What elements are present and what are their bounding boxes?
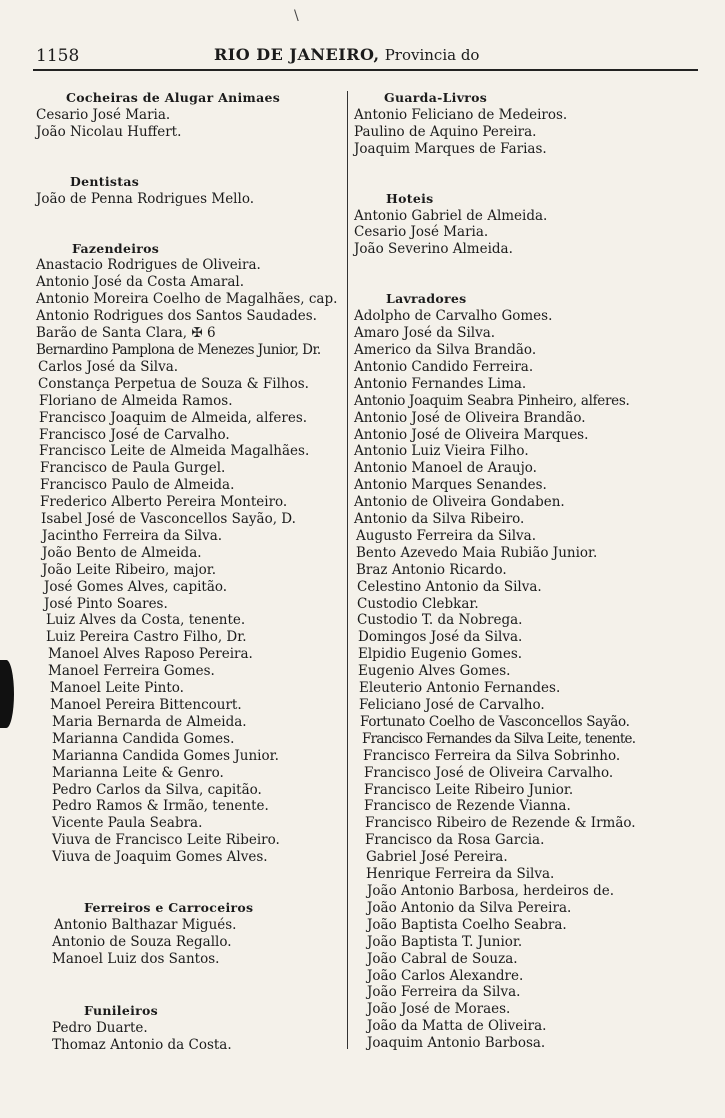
list-item: Maria Bernarda de Almeida. — [52, 713, 247, 730]
list-item: Antonio Manoel de Araujo. — [354, 460, 537, 477]
list-item: Viuva de Francisco Leite Ribeiro. — [52, 832, 280, 849]
list-item: Antonio Marques Senandes. — [354, 477, 547, 494]
list-item: Marianna Candida Gomes. — [52, 730, 235, 747]
list-item: Antonio Feliciano de Medeiros. — [354, 106, 568, 123]
list-item: Antonio José da Costa Amaral. — [36, 274, 245, 291]
list-item: Francisco Fernandes da Silva Leite, tenente. — [362, 730, 636, 747]
list-item: Viuva de Joaquim Gomes Alves. — [52, 849, 268, 866]
list-item: Joaquim Antonio Barbosa. — [367, 1035, 546, 1052]
list-item: Eugenio Alves Gomes. — [358, 663, 511, 680]
list-item: Luiz Pereira Castro Filho, Dr. — [46, 629, 247, 646]
list-item: João Baptista Coelho Seabra. — [367, 916, 567, 933]
list-item: Antonio José de Oliveira Marques. — [354, 426, 589, 443]
list-item: Francisco Leite Ribeiro Junior. — [364, 781, 574, 798]
list-item: Barão de Santa Clara, ✠ 6 — [36, 325, 216, 342]
section-heading: Ferreiros e Carroceiros — [84, 900, 254, 916]
list-item: João Carlos Alexandre. — [367, 967, 524, 984]
section-funileiros — [36, 1003, 344, 1020]
list-item: Francisco Leite de Almeida Magalhães. — [39, 443, 310, 460]
list-item: José Gomes Alves, capitão. — [44, 578, 228, 595]
list-item: Francisco de Rezende Vianna. — [364, 798, 571, 815]
section-heading: Lavradores — [386, 291, 467, 307]
section-dentistas — [36, 174, 344, 191]
list-item: Americo da Silva Brandão. — [354, 341, 537, 358]
section-fazendeiros — [36, 241, 344, 258]
list-item: Manoel Ferreira Gomes. — [48, 663, 215, 680]
list-item: Thomaz Antonio da Costa. — [52, 1036, 232, 1053]
list-item: Antonio Fernandes Lima. — [354, 375, 527, 392]
list-item: Gabriel José Pereira. — [366, 849, 508, 866]
list-item: Antonio Balthazar Migués. — [54, 916, 237, 933]
list-item: Frederico Alberto Pereira Monteiro. — [40, 494, 288, 511]
list-item: Antonio Joaquim Seabra Pinheiro, alferes. — [354, 392, 630, 409]
list-item: Antonio Gabriel de Almeida. — [354, 207, 548, 224]
list-item: Paulino de Aquino Pereira. — [354, 123, 537, 140]
list-item: Antonio Candido Ferreira. — [354, 358, 534, 375]
list-item: João Antonio Barbosa, herdeiros de. — [367, 882, 614, 899]
list-item: Francisco Ferreira da Silva Sobrinho. — [363, 747, 621, 764]
list-item: Pedro Ramos & Irmão, tenente. — [52, 798, 269, 815]
list-item: Constança Perpetua de Souza & Filhos. — [38, 375, 309, 392]
list-item: Antonio José de Oliveira Brandão. — [354, 409, 586, 426]
list-item: Carlos José da Silva. — [38, 358, 179, 375]
column-divider — [347, 91, 348, 1049]
list-item: Antonio Rodrigues dos Santos Saudades. — [36, 308, 317, 325]
list-item: João Bento de Almeida. — [42, 544, 202, 561]
list-item: João Antonio da Silva Pereira. — [367, 899, 572, 916]
page-number: 1158 — [36, 46, 80, 66]
list-item: Pedro Duarte. — [52, 1019, 148, 1036]
section-heading: Dentistas — [70, 173, 140, 189]
list-item: Joaquim Marques de Farias. — [354, 140, 547, 157]
left-column — [36, 90, 344, 1053]
list-item: Floriano de Almeida Ramos. — [39, 392, 233, 409]
province-label: Provincia do — [384, 46, 480, 64]
list-item: Antonio da Silva Ribeiro. — [354, 511, 525, 528]
list-item: Adolpho de Carvalho Gomes. — [354, 308, 553, 325]
list-item: Augusto Ferreira da Silva. — [356, 527, 537, 544]
list-item: João Ferreira da Silva. — [367, 984, 521, 1001]
list-item: Celestino Antonio da Silva. — [357, 578, 542, 595]
list-item: João Cabral de Souza. — [367, 950, 518, 967]
page-title — [214, 45, 479, 64]
list-item: José Pinto Soares. — [44, 595, 168, 612]
header-rule — [33, 69, 698, 71]
list-item: Marianna Leite & Genro. — [52, 764, 224, 781]
list-item: Elpidio Eugenio Gomes. — [358, 646, 523, 663]
list-item: Francisco Ribeiro de Rezende & Irmão. — [365, 815, 636, 832]
list-item: Francisco Joaquim de Almeida, alferes. — [39, 409, 308, 426]
list-item: Manoel Luiz dos Santos. — [52, 950, 220, 967]
list-item: Francisco José de Oliveira Carvalho. — [364, 764, 614, 781]
list-item: Marianna Candida Gomes Junior. — [52, 747, 279, 764]
list-item: Anastacio Rodrigues de Oliveira. — [36, 257, 261, 274]
list-item: Antonio Luiz Vieira Filho. — [354, 443, 529, 460]
list-item: Custodio Clebkar. — [357, 595, 479, 612]
list-item: Luiz Alves da Costa, tenente. — [46, 612, 246, 629]
list-item: Francisco de Paula Gurgel. — [40, 460, 226, 477]
section-cocheiras — [36, 90, 344, 107]
stray-mark: \ — [294, 8, 299, 24]
city-name: RIO DE JANEIRO, — [214, 45, 380, 64]
section-ferreiros — [36, 900, 344, 917]
list-item: Custodio T. da Nobrega. — [357, 612, 523, 629]
list-item: Eleuterio Antonio Fernandes. — [359, 680, 561, 697]
list-item: Jacintho Ferreira da Silva. — [42, 527, 223, 544]
section-heading: Hoteis — [386, 190, 434, 206]
page-edge-blot — [0, 660, 14, 728]
list-item: Pedro Carlos da Silva, capitão. — [52, 781, 262, 798]
list-item: Henrique Ferreira da Silva. — [366, 866, 555, 883]
list-item: João de Penna Rodrigues Mello. — [36, 190, 255, 207]
fazendeiros-list — [36, 257, 344, 866]
list-item: João Severino Almeida. — [354, 241, 513, 258]
list-item: Vicente Paula Seabra. — [52, 815, 203, 832]
list-item: Cesario José Maria. — [354, 224, 489, 241]
list-item: Amaro José da Silva. — [354, 325, 496, 342]
list-item: Antonio de Oliveira Gondaben. — [354, 494, 565, 511]
list-item: Francisco da Rosa Garcia. — [365, 832, 545, 849]
list-item: João Baptista T. Junior. — [367, 933, 523, 950]
list-item: João Leite Ribeiro, major. — [42, 561, 217, 578]
list-item: João José de Moraes. — [367, 1001, 511, 1018]
section-heading: Funileiros — [84, 1002, 158, 1018]
section-hoteis — [354, 191, 704, 208]
list-item: Bento Azevedo Maia Rubião Junior. — [356, 544, 598, 561]
list-item: Manoel Leite Pinto. — [50, 680, 184, 697]
list-item: Antonio de Souza Regallo. — [52, 933, 232, 950]
list-item: Francisco José de Carvalho. — [39, 426, 230, 443]
list-item: Feliciano José de Carvalho. — [359, 697, 545, 713]
section-heading: Fazendeiros — [72, 240, 160, 256]
page-header — [36, 44, 696, 70]
right-column — [354, 90, 704, 1052]
lavradores-list — [354, 308, 704, 1052]
section-heading: Guarda-Livros — [384, 90, 488, 105]
list-item: Manoel Alves Raposo Pereira. — [48, 646, 253, 663]
list-item: Domingos José da Silva. — [358, 629, 523, 646]
list-item: Braz Antonio Ricardo. — [356, 561, 507, 578]
list-item: Fortunato Coelho de Vasconcellos Sayão. — [360, 713, 630, 730]
list-item: Francisco Paulo de Almeida. — [40, 477, 235, 494]
list-item: Cesario José Maria. — [36, 106, 171, 123]
section-guarda-livros — [354, 90, 704, 107]
section-lavradores — [354, 291, 704, 308]
list-item: João da Matta de Oliveira. — [367, 1018, 547, 1035]
list-item: Manoel Pereira Bittencourt. — [50, 697, 242, 713]
list-item: Isabel José de Vasconcellos Sayão, D. — [41, 511, 296, 528]
list-item: Bernardino Pamplona de Menezes Junior, Dr. — [36, 341, 321, 358]
list-item: Antonio Moreira Coelho de Magalhães, cap. — [36, 291, 338, 308]
section-heading: Cocheiras de Alugar Animaes — [66, 90, 281, 105]
list-item: João Nicolau Huffert. — [36, 123, 182, 140]
